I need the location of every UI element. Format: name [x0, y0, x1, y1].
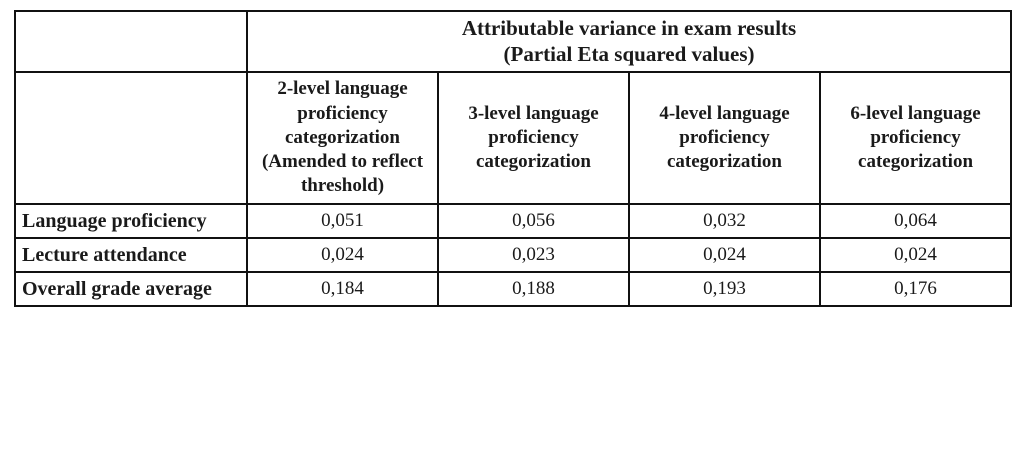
column-header-6-level-label: 6-level language proficiency categorization — [850, 102, 981, 173]
table-header-row-columns — [15, 72, 1011, 204]
cell-language-proficiency-4-level: 0,032 — [629, 204, 820, 238]
table-span-header — [247, 11, 1011, 72]
cell-overall-grade-average-2-level: 0,184 — [247, 272, 438, 306]
row-label-overall-grade-average: Overall grade average — [15, 272, 247, 306]
table-header-row-span — [15, 11, 1011, 72]
column-header-4-level-label: 4-level language proficiency categorization — [659, 102, 790, 173]
table-row — [15, 238, 1011, 272]
table-row — [15, 204, 1011, 238]
cell-language-proficiency-6-level: 0,064 — [820, 204, 1011, 238]
cell-lecture-attendance-3-level: 0,023 — [438, 238, 629, 272]
column-header-2-level — [247, 72, 438, 204]
row-label-language-proficiency: Language proficiency — [15, 204, 247, 238]
cell-overall-grade-average-3-level: 0,188 — [438, 272, 629, 306]
cell-lecture-attendance-4-level: 0,024 — [629, 238, 820, 272]
cell-lecture-attendance-6-level: 0,024 — [820, 238, 1011, 272]
row-label-lecture-attendance: Lecture attendance — [15, 238, 247, 272]
table-corner-cell-2 — [15, 72, 247, 204]
cell-lecture-attendance-2-level: 0,024 — [247, 238, 438, 272]
cell-language-proficiency-3-level: 0,056 — [438, 204, 629, 238]
table-row — [15, 272, 1011, 306]
column-header-2-level-label: 2-level language proficiency categorization (Amended to reflect threshold) — [261, 78, 424, 197]
column-header-3-level-label: 3-level language proficiency categorization — [468, 102, 599, 173]
eta-squared-table — [14, 10, 1012, 307]
cell-overall-grade-average-6-level: 0,176 — [820, 272, 1011, 306]
column-header-6-level — [820, 72, 1011, 204]
cell-language-proficiency-2-level: 0,051 — [247, 204, 438, 238]
table-corner-cell — [15, 11, 247, 72]
column-header-3-level — [438, 72, 629, 204]
cell-overall-grade-average-4-level: 0,193 — [629, 272, 820, 306]
span-header-line2: (Partial Eta squared values) — [503, 41, 755, 66]
column-header-4-level — [629, 72, 820, 204]
span-header-line1: Attributable variance in exam results — [461, 16, 797, 40]
